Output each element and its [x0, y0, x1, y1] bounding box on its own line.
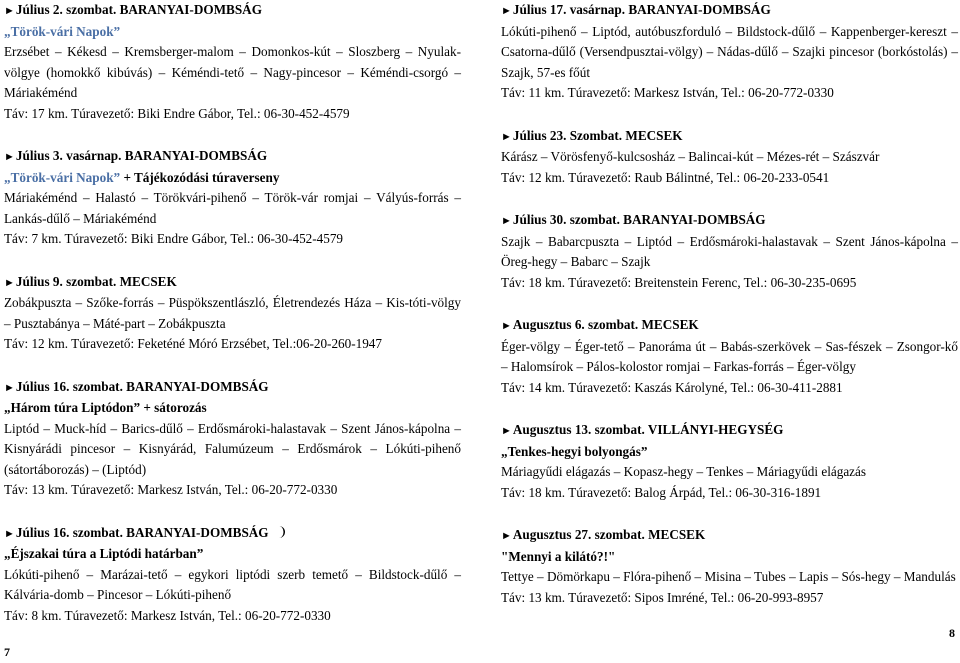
hike-distance-guide: Táv: 11 km. Túravezető: Markesz István, Tel.: 06-20-772-0330	[501, 85, 834, 100]
page-number-right: 8	[949, 626, 955, 640]
hike-route: Éger-völgy – Éger-tető – Panoráma út – Babás-szerkövek – Sas-fészek – Zsongor-kő – Halomsírok – Pálos-kolostor romjai – Farkas-forrás – Éger-völgy	[501, 338, 958, 374]
hike-entry	[501, 210, 958, 293]
hike-title: „Éjszakai túra a Liptódi határban”	[4, 546, 204, 561]
entry-gap	[4, 501, 461, 523]
hike-date-header	[4, 0, 461, 22]
hike-date-text: Július 30. szombat. BARANYAI-DOMBSÁG	[512, 212, 766, 227]
hike-date-header	[501, 525, 958, 547]
hike-distance-guide: Táv: 13 km. Túravezető: Sipos Imréné, Tel.: 06-20-993-8957	[501, 589, 824, 605]
hike-title-line	[501, 442, 958, 463]
entry-gap	[501, 398, 958, 420]
hike-date-header	[4, 272, 461, 294]
entry-gap	[501, 188, 958, 210]
right-column	[501, 0, 958, 608]
hike-distance-guide: Táv: 17 km. Túravezető: Biki Endre Gábor, Tel.: 06-30-452-4579	[4, 105, 350, 121]
hike-title: „Török-vári Napok”	[4, 23, 121, 39]
right-triangle-icon: ►	[501, 5, 512, 17]
hike-distance-guide: Táv: 13 km. Túravezető: Markesz István, Tel.: 06-20-772-0330	[4, 482, 338, 497]
hike-distance-guide: Táv: 18 km. Túravezető: Balog Árpád, Tel.: 06-30-316-1891	[501, 484, 822, 500]
hike-route: Tettye – Dömörkapu – Flóra-pihenő – Misina – Tubes – Lapis – Sós-hegy – Mandulás	[501, 569, 956, 584]
hike-distance-guide: Táv: 7 km. Túravezető: Biki Endre Gábor, Tel.: 06-30-452-4579	[4, 231, 344, 246]
hike-entry	[501, 525, 958, 608]
hike-distance-guide: Táv: 18 km. Túravezető: Breitenstein Ferenc, Tel.: 06-30-235-0695	[501, 274, 857, 290]
hike-date-header	[501, 126, 958, 148]
hike-title: "Mennyi a kilátó?!"	[501, 548, 616, 564]
hike-route: Kárász – Vörösfenyő-kulcsosház – Balincai-kút – Mézes-rét – Szászvár	[501, 149, 880, 164]
hike-date-text: Július 9. szombat. MECSEK	[15, 273, 177, 289]
hike-title: „Három túra Liptódon” + sátorozás	[4, 400, 207, 415]
entry-gap	[4, 250, 461, 272]
hike-date-header	[4, 523, 461, 545]
hike-entry	[4, 377, 461, 501]
hike-distance-guide: Táv: 12 km. Túravezető: Raub Bálintné, Tel.: 06-20-233-0541	[501, 169, 830, 185]
hike-date-text: Augusztus 6. szombat. MECSEK	[512, 317, 699, 332]
hike-title-line	[4, 398, 461, 419]
right-triangle-icon: ►	[4, 381, 15, 394]
hike-date-text: Július 23. Szombat. MECSEK	[512, 127, 683, 143]
hike-date-header	[501, 420, 958, 442]
hike-route: Liptód – Muck-híd – Barics-dűlő – Erdősmároki-halastavak – Szent János-kápolna – Kisnyárádi pincesor – Kisnyárád, Falumúzeum – Erdősmárok – Lókúti-pihenő (sátortáborozás) – (Liptód)	[4, 420, 461, 477]
entry-gap	[4, 355, 461, 377]
hike-route: Máriagyűdi elágazás – Kopasz-hegy – Tenkes – Máriagyűdi elágazás	[501, 464, 867, 479]
hike-entry	[501, 420, 958, 503]
hike-route: Erzsébet – Kékesd – Kremsberger-malom – Domonkos-kút – Sloszberg – Nyulak-völgye (homokkő kibúvás) – Kéméndi-tető – Nagy-pincesor – Kéméndi-csorgó – Máriakéménd	[4, 44, 461, 100]
hike-title-line	[4, 22, 461, 43]
hike-title: „Tenkes-hegyi bolyongás”	[501, 443, 648, 459]
hike-route: Szajk – Babarcpuszta – Liptód – Erdősmároki-halastavak – Szent János-kápolna – Öreg-hegy – Babarc – Szajk	[501, 233, 958, 269]
hike-date-text: Július 16. szombat. BARANYAI-DOMBSÁG	[15, 524, 269, 540]
hike-date-text: Július 16. szombat. BARANYAI-DOMBSÁG	[15, 378, 269, 394]
hike-entry	[4, 0, 461, 124]
left-column	[4, 0, 461, 626]
hike-title: „Török-vári Napok”	[4, 169, 121, 185]
hike-date-text: Augusztus 13. szombat. VILLÁNYI-HEGYSÉG	[512, 422, 784, 437]
hike-date-header	[4, 146, 461, 168]
crescent-moon-icon	[275, 525, 287, 539]
right-triangle-icon: ►	[501, 530, 512, 542]
hike-entry	[501, 315, 958, 398]
hike-date-text: Július 2. szombat. BARANYAI-DOMBSÁG	[15, 2, 262, 17]
hike-distance-guide: Táv: 8 km. Túravezető: Markesz István, Tel.: 06-20-772-0330	[4, 607, 331, 623]
hike-date-header	[501, 210, 958, 232]
hike-title-suffix: + Tájékozódási túraverseny	[120, 169, 280, 185]
right-triangle-icon: ►	[501, 320, 512, 332]
hike-route: Zobákpuszta – Szőke-forrás – Püspökszentlászló, Életrendezés Háza – Kis-tóti-völgy – Pusztabánya – Máté-part – Zobákpuszta	[4, 295, 461, 331]
hike-date-header	[501, 0, 958, 22]
hike-entry	[501, 0, 958, 104]
right-triangle-icon: ►	[4, 276, 15, 289]
page-number-left: 7	[4, 645, 10, 659]
hike-date-text: Július 3. vasárnap. BARANYAI-DOMBSÁG	[15, 148, 268, 163]
right-triangle-icon: ►	[4, 527, 15, 540]
hike-title-line	[4, 544, 461, 565]
entry-gap	[501, 104, 958, 126]
hike-distance-guide: Táv: 12 km. Túravezető: Feketéné Móró Erzsébet, Tel.:06-20-260-1947	[4, 336, 382, 351]
hike-route: Lókúti-pihenő – Marázai-tető – egykori liptódi szerb temető – Bildstock-dűlő – Kálvária-domb – Pincesor – Lókúti-pihenő	[4, 566, 461, 602]
right-triangle-icon: ►	[501, 425, 512, 437]
hike-date-header	[501, 315, 958, 337]
hike-title-line	[4, 168, 461, 189]
right-triangle-icon: ►	[4, 151, 15, 163]
hike-date-text: Augusztus 27. szombat. MECSEK	[512, 527, 706, 542]
right-triangle-icon: ►	[501, 130, 512, 143]
hike-entry	[4, 272, 461, 355]
hike-entry	[4, 146, 461, 250]
hike-date-header	[4, 377, 461, 399]
hike-route: Lókúti-pihenő – Liptód, autóbuszforduló – Bildstock-dűlő – Kappenberger-kereszt – Csatorna-dűlő (Versendpusztai-völgy) – Nádas-dűlő – Szajki pincesor (borkóstolás) – Szajk, 57-es főút	[501, 23, 958, 80]
entry-gap	[501, 503, 958, 525]
hike-entry	[501, 126, 958, 189]
hike-title-line	[501, 547, 958, 568]
hike-entry	[4, 523, 461, 627]
right-triangle-icon: ►	[4, 5, 15, 17]
entry-gap	[4, 124, 461, 146]
hike-route: Máriakéménd – Halastó – Törökvári-pihenő – Török-vár romjai – Vályús-forrás – Lankás-dűlő – Máriakéménd	[4, 190, 461, 226]
right-triangle-icon: ►	[501, 215, 512, 227]
hike-distance-guide: Táv: 14 km. Túravezető: Kaszás Károlyné, Tel.: 06-30-411-2881	[501, 379, 843, 395]
entry-gap	[501, 293, 958, 315]
hike-date-text: Július 17. vasárnap. BARANYAI-DOMBSÁG	[512, 2, 771, 17]
